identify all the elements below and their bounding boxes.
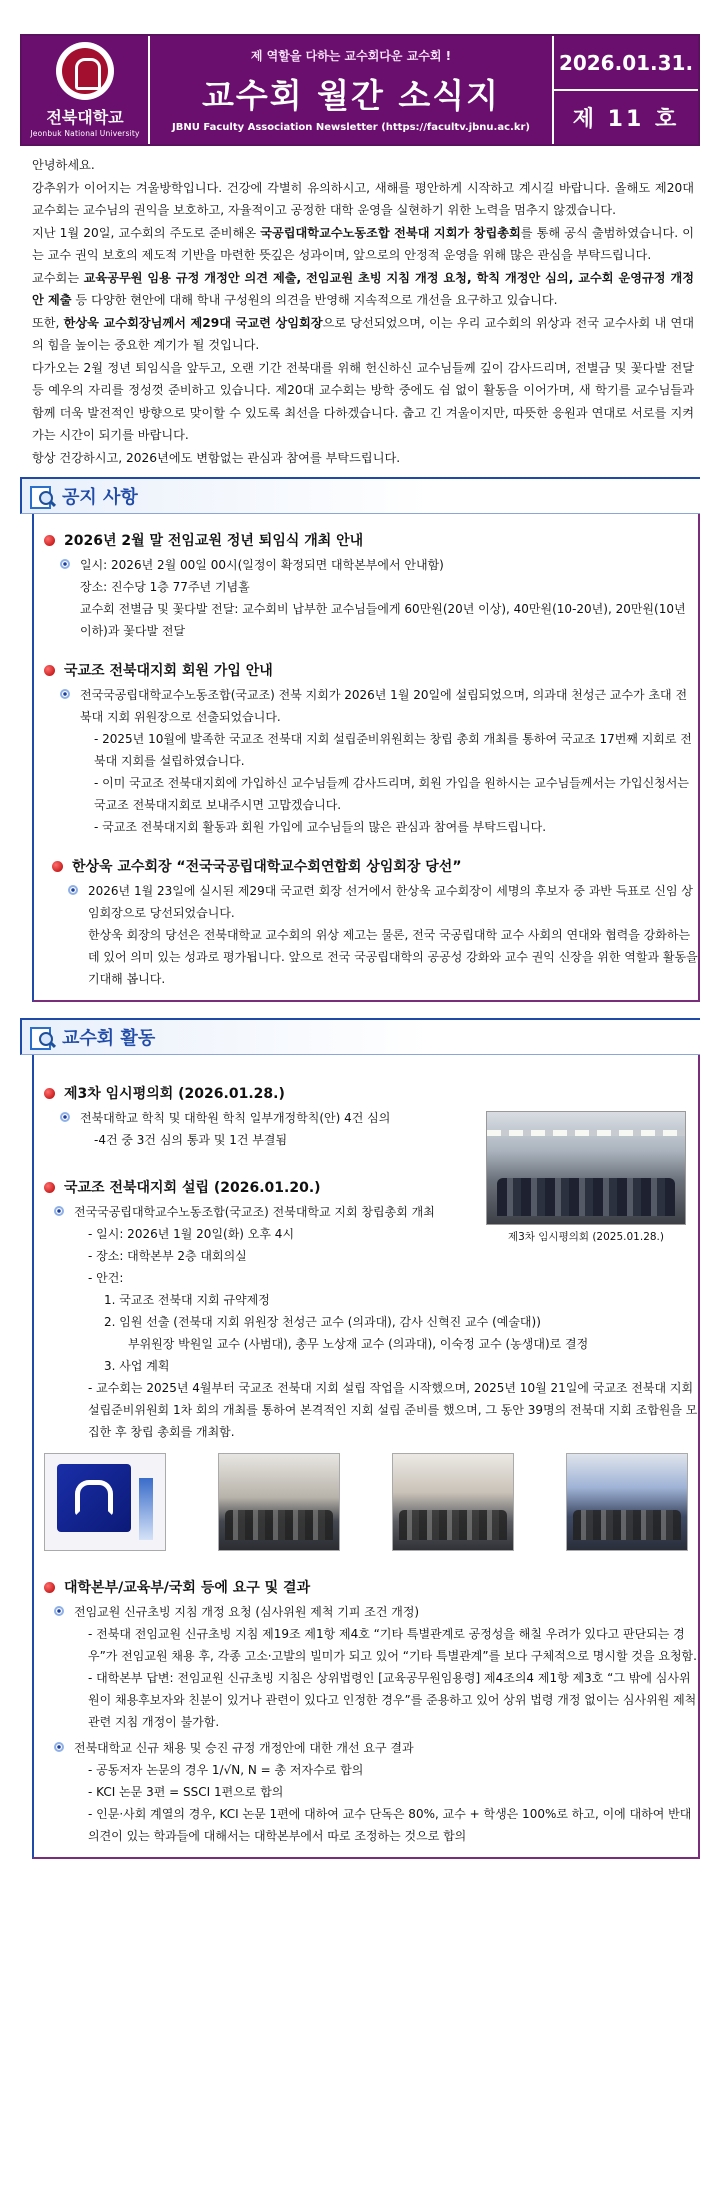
activity-item-detail: 전북대학교 신규 채용 및 승진 규정 개정안에 대한 개선 요구 결과 - 공동저자 논문의 경우 1/√N, N = 총 저자수로 합의 - KCI 논문 3편 = SSCI 1편으로 합의 - 인문·사회 계열의 경우, KCI 논문 1편에 대하여 교수 단독은 80%, 교수 + 학생은 100%로 하고, 이에 대하여 반대 의견이 있는 학과들에 대해서는 대학본부에서 따로 조정하는 것으로 합의 [54, 1737, 698, 1847]
notice-section-body [32, 514, 700, 1002]
masthead-title-block [150, 36, 554, 144]
greeting-paragraph: 항상 건강하시고, 2026년에도 변함없는 관심과 참여를 부탁드립니다. [32, 450, 401, 465]
founding-meeting-photos [44, 1453, 688, 1551]
newsletter-subtitle: JBNU Faculty Association Newsletter (https://facultv.jbnu.ac.kr) [172, 122, 530, 133]
greeting-letter [20, 146, 700, 469]
activity-item-heading: 국교조 전북대지회 설립 (2026.01.20.) [44, 1177, 698, 1197]
red-bullet-icon [44, 665, 55, 676]
university-logo [22, 36, 150, 144]
section-title: 교수회 활동 [62, 1028, 156, 1049]
issue-number: 제 11 호 [572, 107, 680, 132]
notice-item-detail: 일시: 2026년 2월 00일 00시(일정이 확정되면 대학본부에서 안내함) 장소: 진수당 1층 77주년 기념홀 교수회 전별금 및 꽃다발 전달: 교수회비 납부한 교수님들에게 60만원(20년 이상), 40만원(10-20년), 20만원(10년 이하)과 꽃다발 전달 [60, 554, 698, 642]
blue-bullet-icon [54, 1206, 64, 1216]
document-search-icon [28, 1025, 56, 1049]
logo-name-en: Jeonbuk National University [30, 129, 140, 138]
meeting-photo-image [486, 1111, 686, 1225]
greeting-paragraph: 지난 1월 20일, 교수회의 주도로 준비해온 국공립대학교수노동조합 전북대 지회가 창립총회를 통해 공식 출범하였습니다. 이는 교수 권익 보호의 제도적 기반을 마련한 뜻깊은 성과이며, 앞으로의 안정적 운영을 위해 많은 관심을 부탁드립니다. [32, 225, 695, 262]
issue-info [554, 36, 698, 144]
notice-section-header [20, 477, 700, 514]
activity-item-detail: 전국국공립대학교수노동조합(국교조) 전북대학교 지회 창립총회 개최 - 일시: 2026년 1월 20일(화) 오후 4시 - 장소: 대학본부 2층 대회의실 - 안건: 1. 국교조 전북대 지회 규약제정 2. 임원 선출 (전북대 지회 위원장 천성근 교수 (의과대), 감사 신혁진 교수 (예술대)) 부위원장 박원일 교수 (사범대), 총무 노상재 교수 (의과대), 이숙정 교수 (농생대)로 결정 3. 사업 계획 - 교수회는 2025년 4월부터 국교조 전북대 지회 설립 작업을 시작했으며, 2025년 10월 21일에 국교조 전북대 지회 설립준비위원회 1차 회의 개최를 통하여 본격적인 지회 설립 준비를 했으며, 그 동안 39명의 전북대 지회 조합원을 모집한 후 창립 총회를 개최함. [54, 1201, 698, 1443]
notice-item-heading: 한상욱 교수회장 “전국국공립대학교수회연합회 상임회장 당선” [52, 856, 698, 876]
red-bullet-icon [44, 1182, 55, 1193]
masthead [20, 34, 700, 146]
slogan: 제 역할을 다하는 교수회다운 교수회 ! [250, 49, 452, 63]
union-logo-photo [44, 1453, 166, 1551]
blue-bullet-icon [60, 559, 70, 569]
group-photo [566, 1453, 688, 1551]
notice-item-heading: 국교조 전북대지회 회원 가입 안내 [44, 660, 698, 680]
meeting-photo [392, 1453, 514, 1551]
issue-date: 2026.01.31. [554, 36, 698, 91]
photo-caption: 제3차 임시평의회 (2025.01.28.) [507, 1231, 664, 1243]
newsletter-page [20, 34, 700, 1859]
activity-item-detail: 전임교원 신규초빙 지침 개정 요청 (심사위원 제척 기피 조건 개정) - 전북대 전임교원 신규초빙 지침 제19조 제1항 제4호 “기타 특별관계로 공정성을 해칠 우려가 있다고 판단되는 경우”가 전임교원 채용 후, 각종 고소·고발의 빌미가 되고 있어 “기타 특별관계”를 보다 구체적으로 명시할 것을 요청함. - 대학본부 답변: 전임교원 신규초빙 지침은 상위법령인 [교육공무원임용령] 제4조의4 제1항 제3호 “그 밖에 심사위원이 채용후보자와 친분이 있거나 관련이 있다고 인정한 경우”를 준용하고 있어 상위 법령 개정 없이는 심사위원 제척 관련 지침 개정이 불가함. [54, 1601, 698, 1733]
notice-item-heading: 2026년 2월 말 전임교원 정년 퇴임식 개최 안내 [44, 530, 698, 550]
blue-bullet-icon [60, 1112, 70, 1122]
greeting-paragraph: 교수회는 교육공무원 임용 규정 개정안 의견 제출, 전임교원 초빙 지침 개정 요청, 학칙 개정안 심의, 교수회 운영규정 개정안 제출 등 다양한 현안에 대해 학내 구성원의 의견을 반영해 지속적으로 개선을 요구하고 있습니다. [32, 270, 695, 307]
greeting-line: 안녕하세요. [32, 158, 95, 172]
blue-bullet-icon [54, 1742, 64, 1752]
red-bullet-icon [44, 535, 55, 546]
notice-item-detail: 전국국공립대학교수노동조합(국교조) 전북 지회가 2026년 1월 20일에 설립되었으며, 의과대 천성근 교수가 초대 전북대 지회 위원장으로 선출되었습니다. - 2025년 10월에 발족한 국교조 전북대 지회 설립준비위원회는 창립 총회 개최를 통하여 국교조 17번째 지회로 전북대 지회를 설립하였습니다. - 이미 국교조 전북대지회에 가입하신 교수님들께 감사드리며, 회원 가입을 원하시는 교수님들께서는 가입신청서는 국교조 전북대지회로 보내주시면 고맙겠습니다. - 국교조 전북대지회 활동과 회원 가입에 교수님들의 많은 관심과 참여를 부탁드립니다. [60, 684, 698, 838]
blue-bullet-icon [60, 689, 70, 699]
blue-bullet-icon [54, 1606, 64, 1616]
activity-item-detail: 전북대학교 학칙 및 대학원 학칙 일부개정학칙(안) 4건 심의 -4건 중 3건 심의 통과 및 1건 부결됨 [60, 1107, 490, 1151]
red-bullet-icon [52, 861, 63, 872]
activity-section-body [32, 1055, 700, 1859]
activity-item-heading: 제3차 임시평의회 (2026.01.28.) [44, 1083, 698, 1103]
red-bullet-icon [44, 1088, 55, 1099]
red-bullet-icon [44, 1582, 55, 1593]
council-meeting-photo [486, 1111, 686, 1244]
blue-bullet-icon [68, 885, 78, 895]
notice-item-detail: 2026년 1월 23일에 실시된 제29대 국교련 회장 선거에서 한상욱 교수회장이 세명의 후보자 중 과반 득표로 신임 상임회장으로 당선되었습니다. 한상욱 회장의 당선은 전북대학교 교수회의 위상 제고는 물론, 전국 국공립대학 교수 사회의 연대와 협력을 강화하는 데 있어 의미 있는 성과로 평가됩니다. 앞으로 전국 국공립대학의 공공성 강화와 교수 권익 신장을 위한 역할과 활동을 기대해 봅니다. [68, 880, 698, 990]
greeting-paragraph: 강추위가 이어지는 겨울방학입니다. 건강에 각별히 유의하시고, 새해를 평안하게 시작하고 계시길 바랍니다. 올해도 제20대 교수회는 교수님의 권익을 보호하고, 자율적이고 공정한 대학 운영을 실현하기 위한 노력을 멈추지 않겠습니다. [32, 180, 694, 217]
university-seal-icon [56, 42, 114, 100]
greeting-paragraph: 또한, 한상욱 교수회장님께서 제29대 국교련 상임회장으로 당선되었으며, 이는 우리 교수회의 위상과 전국 교수사회 내 연대의 힘을 높이는 중요한 계기가 될 것입니다. [32, 315, 695, 352]
activity-item-heading: 대학본부/교육부/국회 등에 요구 및 결과 [44, 1577, 698, 1597]
greeting-paragraph: 다가오는 2월 정년 퇴임식을 앞두고, 오랜 기간 전북대를 위해 헌신하신 교수님들께 깊이 감사드리며, 전별금 및 꽃다발 전달 등 예우의 자리를 정성껏 준비하고 있습니다. 제20대 교수회는 방학 중에도 쉼 없이 활동을 이어가며, 새 학기를 교수님들과 함께 더욱 발전적인 방향으로 맞이할 수 있도록 최선을 다하겠습니다. 춥고 긴 겨울이지만, 따뜻한 응원과 연대로 서로를 지켜가는 시간이 되기를 바랍니다. [32, 360, 694, 442]
newsletter-title: 교수회 월간 소식지 [201, 76, 500, 115]
activity-section-header [20, 1018, 700, 1055]
section-title: 공지 사항 [62, 487, 138, 508]
meeting-photo [218, 1453, 340, 1551]
logo-name-kr: 전북대학교 [46, 108, 124, 127]
document-search-icon [28, 484, 56, 508]
